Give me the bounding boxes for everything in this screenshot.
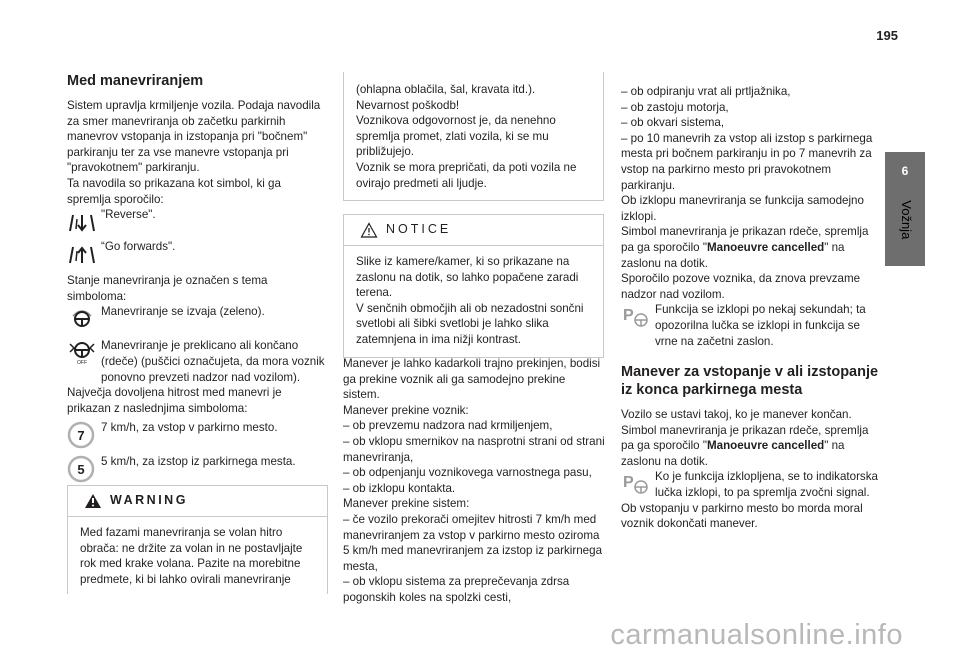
cancelled-message: Manoeuvre cancelled xyxy=(706,240,825,254)
chapter-title: Vožnja xyxy=(898,200,914,240)
speed-7-label: 7 xyxy=(77,428,85,444)
column-3 xyxy=(621,84,883,532)
column-1 xyxy=(67,72,327,486)
steering-off-icon xyxy=(67,338,97,366)
warning-box xyxy=(67,485,328,594)
notice-header xyxy=(344,215,603,246)
warning-continued-text: (ohlapna oblačila, šal, kravata itd.). Nevarnost poškodb! Voznikova odgovornost je, da nenehno spremlja promet, zlati vozila, ki se mu približujejo. Voznik se mora prepričati, da poti vozila ne ovirajo predmeti ali ljudje. xyxy=(356,83,577,190)
svg-text:P: P xyxy=(623,474,634,492)
park-assist-lamp-icon xyxy=(621,302,651,330)
intro-text: Sistem upravlja krmiljenje vozila. Podaja navodila za smer manevriranja ob začetku parkirnih manevrov vstopanja in izstopanja pri "bočnem" parkiranju ter za vse manevre vstopanja pri "pravokotnem" parkiranju. Ta navodila so prikazana kot simbol, ki ga spremlja sporočilo: xyxy=(67,99,321,206)
warning-continued-box xyxy=(343,72,604,201)
interruption-text: Manever je lahko kadarkoli trajno prekinjen, bodisi ga prekine voznik ali ga samodejno prekine sistem. Manever prekine voznik: – ob prevzemu nadzora nad krmiljenjem, – ob vklopu smernikov na nasprotni strani od strani manevriranja, – ob odpenjanju voznikovega varnostnega pasu, – ob izklopu kontakta. Manever prekine sistem: – če vozilo prekorači omejitev hitrosti 7 km/h med manevriranjem za vstop v parkirno mesto oziroma 5 km/h med manevriranjem za izstop iz parkirnega mesta, – ob vklopu sistema za preprečevanja zdrsa pogonskih koles na spolzki cesti, xyxy=(343,357,605,604)
notice-text: Slike iz kamere/kamer, ki so prikazane na zaslonu na dotik, so lahko popačene zaradi terena. V senčnih območjih ali ob nezadostni sončni svetlobi ali šibki svetlobi je lahko slika zatemnjena in ima nižji kontrast. xyxy=(356,255,584,346)
forwards-label: “Go forwards". xyxy=(101,240,176,254)
notice-triangle-icon xyxy=(360,222,378,238)
seven-row xyxy=(67,420,327,452)
warning-text: Med fazami manevriranja se volan hitro obrača: ne držite za volan in ne postavljajte rok med krake volana. Pazite na morebitne predmete, ki bi lahko ovirali manevriranje xyxy=(80,526,303,586)
reverse-row xyxy=(67,207,327,235)
chapter-number: 6 xyxy=(901,164,909,178)
seven-text: 7 km/h, za vstop v parkirno mesto. xyxy=(101,421,278,435)
warning-title: WARNING xyxy=(110,493,188,508)
speed-text: Največja dovoljena hitrost med manevri je prikazan z naslednjima simboloma: xyxy=(67,386,282,415)
red-text: Manevriranje je preklicano ali končano (rdeče) (puščici označujeta, da mora voznik ponovno prevzeti nadzor nad vozilom). xyxy=(101,339,325,384)
section-heading: Med manevriranjem xyxy=(67,73,204,89)
red-row xyxy=(67,338,327,385)
reverse-arrow-icon xyxy=(67,207,97,235)
steering-green-icon xyxy=(67,304,97,332)
prompt-text: Sporočilo pozove voznika, da znova prevzame nadzor nad vozilom. xyxy=(621,272,861,301)
cancelled-message-2: Manoeuvre cancelled xyxy=(706,439,825,453)
forward-arrow-icon xyxy=(67,239,97,267)
cancelled-text: Simbol manevriranja je prikazan rdeče, spremlja pa ga sporočilo "Manoeuvre cancelled" na zaslonu na dotik. xyxy=(621,225,869,270)
speed-7-icon xyxy=(67,420,97,450)
watermark: carmanualsonline.info xyxy=(610,619,903,651)
state-text: Stanje manevriranja je označen s tema simboloma: xyxy=(67,274,268,303)
forwards-row xyxy=(67,239,327,267)
stop-text: Vozilo se ustavi takoj, ko je manever končan. Simbol manevriranja je prikazan rdeče, spremlja pa ga sporočilo "Manoeuvre cancelled" na zaslonu na dotik. xyxy=(621,408,869,468)
page-number: 195 xyxy=(876,28,898,43)
reverse-label: "Reverse". xyxy=(101,208,156,222)
green-row xyxy=(67,304,327,332)
notice-title: NOTICE xyxy=(386,222,452,237)
interruption-list: – ob odpiranju vrat ali prtljažnika, – ob zastoju motorja, – ob okvari sistema, – po 10 manevrih za vstop ali izstop s parkirnega mesta pri bočnem parkiranju in po 7 manevrih za vstop na parkirno mesto pri pravokotnem parkiranju. Ob izklopu manevriranja se funkcija samodejno izklopi. xyxy=(621,85,873,223)
five-row xyxy=(67,454,327,486)
svg-text:P: P xyxy=(623,307,634,325)
lamp-text-1: Funkcija se izklopi po nekaj sekundah; ta opozorilna lučka se izklopi in funkcija se vrne na začetni zaslon. xyxy=(655,303,866,348)
speed-5-icon xyxy=(67,454,97,484)
park-assist-lamp-icon-2 xyxy=(621,469,651,497)
warning-header xyxy=(68,486,327,517)
lamp-row-2 xyxy=(621,469,883,500)
warning-triangle-icon xyxy=(84,493,102,509)
green-text: Manevriranje se izvaja (zeleno). xyxy=(101,305,265,319)
speed-5-label: 5 xyxy=(77,462,85,478)
lamp-text-2: Ko je funkcija izklopljena, se to indikatorska lučka izklopi, to pa spremlja zvočni signal. xyxy=(655,470,878,500)
end-text: Ob vstopanju v parkirno mesto bo morda moral voznik dokončati manever. xyxy=(621,501,863,531)
five-text: 5 km/h, za izstop iz parkirnega mesta. xyxy=(101,455,296,469)
lamp-row-1 xyxy=(621,302,883,349)
section-heading-2: Manever za vstopanje v ali izstopanje iz konca parkirnega mesta xyxy=(621,364,879,399)
off-label: OFF xyxy=(77,360,87,367)
column-2-body xyxy=(343,356,605,606)
chapter-tab[interactable] xyxy=(885,152,925,266)
notice-box xyxy=(343,214,604,358)
